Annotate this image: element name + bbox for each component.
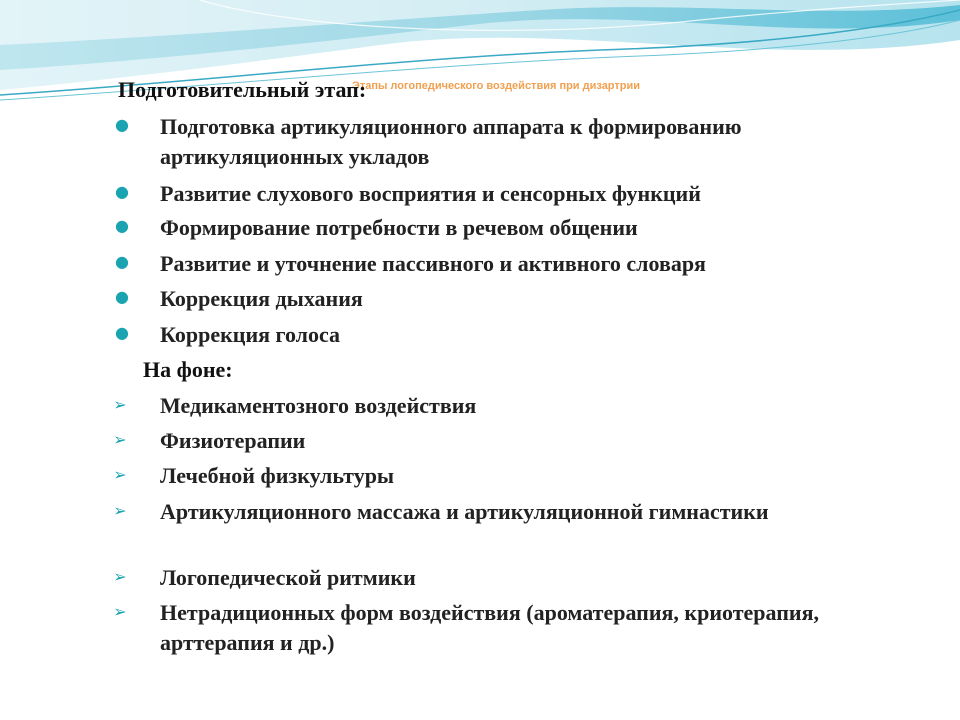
list-item-text: Формирование потребности в речевом общении (160, 215, 638, 240)
list-item-text: Артикуляционного массажа и артикуляционной гимнастики (160, 499, 769, 524)
dot-bullet-icon: ● (115, 216, 129, 235)
list-item-text: Подготовка артикуляционного аппарата к формированию артикуляционных укладов (160, 114, 742, 169)
list-item (115, 249, 880, 279)
list-item (115, 179, 880, 209)
dot-bullet-icon: ● (115, 182, 129, 201)
list-item-text: Логопедической ритмики (160, 565, 416, 590)
list-item-text: Коррекция голоса (160, 322, 341, 347)
list-item-text: Физиотерапии (160, 428, 306, 453)
list-item (115, 112, 880, 172)
preparatory-stage-heading: Подготовительный этап: (118, 77, 367, 102)
list-item (113, 563, 880, 593)
list-item (115, 213, 880, 243)
list-item (113, 598, 880, 658)
list-item-text: Развитие слухового восприятия и сенсорных функций (160, 181, 701, 206)
list-item (113, 497, 880, 527)
dot-bullet-icon: ● (115, 115, 129, 134)
list-item-text: Развитие и уточнение пассивного и активного словаря (160, 251, 706, 276)
arrow-bullet-icon: ➢ (113, 465, 127, 484)
dot-bullet-icon: ● (115, 252, 129, 271)
overlay-title: Этапы логопедического воздействия при дизартрии (352, 80, 641, 92)
arrow-bullet-icon: ➢ (113, 430, 127, 449)
dot-bullet-icon: ● (115, 287, 129, 306)
list-item-text: Нетрадиционных форм воздействия (ароматерапия, криотерапия, арттерапия и др.) (160, 600, 820, 655)
list-item (113, 426, 880, 456)
list-item-text: Коррекция дыхания (160, 286, 363, 311)
list-item (113, 461, 880, 491)
arrow-bullet-icon: ➢ (113, 567, 127, 586)
list-item (113, 391, 880, 421)
arrow-bullet-icon: ➢ (113, 395, 127, 414)
background-heading: На фоне: (143, 357, 233, 382)
list-item (115, 284, 880, 314)
list-item-text: Медикаментозного воздействия (160, 393, 477, 418)
list-item (115, 320, 880, 350)
list-item-text: Лечебной физкультуры (160, 463, 395, 488)
dot-bullet-icon: ● (115, 323, 129, 342)
arrow-bullet-icon: ➢ (113, 501, 127, 520)
arrow-bullet-icon: ➢ (113, 602, 127, 621)
